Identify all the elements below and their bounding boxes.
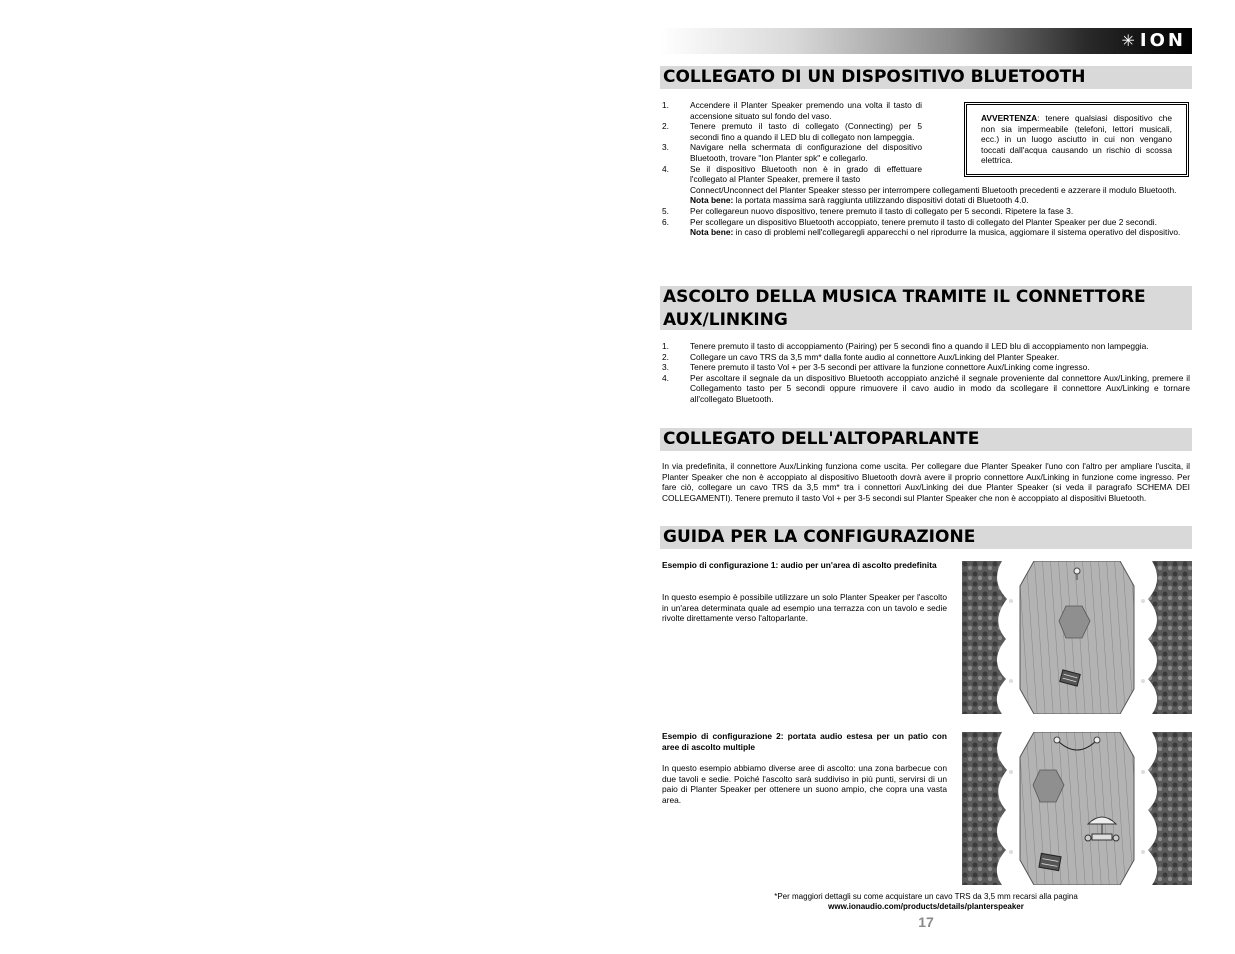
ion-star-icon: ✳ [1121,31,1138,50]
section-title-aux: ASCOLTO DELLA MUSICA TRAMITE IL CONNETTORE AUX/LINKING [660,286,1192,330]
list-item: 4. Per ascoltare il segnale da un dispositivo Bluetooth accoppiato anziché il segnale proveniente dal connettore Aux/Linking, premere il Collegamento tasto per 5 secondi oppure rimuovere il cavo audio in modo da scollegare il connettore Aux/Linking e tornare all'collegato Bluetooth. [662,372,1190,404]
warning-box: AVVERTENZA: tenere qualsiasi dispositivo che non sia impermeabile (telefoni, lettori musicali, ecc.) in un luogo asciutto in cui non vengano toccati dall'acqua causando un rischio di scossa elettrica. [964,102,1189,177]
list-item: 3. Navigare nella schermata di configurazione del dispositivo Bluetooth, trovare "Ion Planter spk" e collegarlo. [662,142,922,163]
note-line: Nota bene: in caso di problemi nell'collegaregli apparecchi o nel riprodurre la musica, aggiomare il sistema operativo del dispositivo. [690,227,1181,238]
patio-diagram-2 [962,732,1192,885]
ion-logo: ✳ ION [1121,30,1186,51]
hedge-right [1148,561,1192,714]
list-item-continuation: Connect/Unconnect del Planter Speaker stesso per interrompere collegamenti Bluetooth precedenti e azzerare il modulo Bluetooth. [690,184,1177,195]
list-item: 3. Tenere premuto il tasto Vol + per 3-5 secondi per attivare la funzione connettore Aux/Linking come ingresso. [662,362,1090,373]
example-1-text: In questo esempio è possibile utilizzare un solo Planter Speaker per l'ascolto in un'area determinata quale ad esempio una terrazza con un tavolo e sedie rivolte direttamente verso l'altoparlante. [662,592,947,624]
list-item: 1. Tenere premuto il tasto di accoppiamento (Pairing) per 5 secondi fino a quando il LED blu di accoppiamento non lampeggia. [662,341,1149,351]
section-title-config: GUIDA PER LA CONFIGURAZIONE [660,526,1192,549]
patio-diagram-1 [962,561,1192,714]
example-2-diagram [962,732,1192,885]
list-item: 2. Collegare un cavo TRS da 3,5 mm* dalla fonte audio al connettore Aux/Linking del Planter Speaker. [662,351,1060,362]
example-2-text: In questo esempio abbiamo diverse aree di ascolto: una zona barbecue con due tavoli e sedie. Poiché l'ascolto sarà suddiviso in più punti, servirsi di un paio di Planter Speaker per ottenere un suono ampio, che copra una vasta area. [662,763,947,805]
speaker-paragraph: In via predefinita, il connettore Aux/Linking funziona come uscita. Per collegare due Planter Speaker l'uno con l'altro per ampliare l'uscita, il Planter Speaker che non è accoppiato al dispositivo Bluetooth dovrà avere il proprio connettore Aux/Linking in funzione come ingresso. Per fare ciò, collegare un cavo TRS da 3,5 mm* tra i connettori Aux/Linking dei due Planter Speaker (si veda il paragrafo SCHEMA DEI COLLEGAMENTI). Tenere premuto il tasto Vol + per 3-5 secondi sul Planter Speaker che non è accoppiato al dispositivi Bluetooth. [662,461,1190,503]
footer-note: *Per maggiori dettagli su come acquistare un cavo TRS da 3,5 mm recarsi alla pagina www.ionaudio.com/products/details/planterspeaker [660,892,1192,912]
list-item: 2. Tenere premuto il tasto di collegato (Connecting) per 5 secondi fino a quando il LED blu di collegato non lampeggia. [662,121,922,142]
example-1-title: Esempio di configurazione 1: audio per un'area di ascolto predefinita [662,560,937,570]
example-1-diagram [962,561,1192,714]
hedge-left [962,732,1007,885]
page-number: 17 [918,914,934,930]
list-item: 5. Per collegareun nuovo dispositivo, tenere premuto il tasto di collegato per 5 secondi. Ripetere la fase 3. [662,205,1074,216]
list-item: 6. Per scollegare un dispositivo Bluetooth accoppiato, tenere premuto il tasto di collegato del Planter Speaker per due 2 secondi. [662,216,1157,227]
example-2-title: Esempio di configurazione 2: portata audio estesa per un patio con aree di ascolto multiple [662,731,947,752]
list-item: 4. Se il dispositivo Bluetooth non è in grado di effettuare l'collegato al Planter Speaker, premere il tasto [662,163,922,185]
list-item: 1. Accendere il Planter Speaker premendo una volta il tasto di accensione situato sul fondo del vaso. [662,100,922,121]
hedge-right [1148,732,1192,885]
brand-header-bar [660,28,1192,54]
deck [1020,732,1134,885]
section-title-speaker: COLLEGATO DELL'ALTOPARLANTE [660,428,1192,451]
product-link[interactable]: www.ionaudio.com/products/details/planterspeaker [828,902,1024,911]
section-title-bluetooth: COLLEGATO DI UN DISPOSITIVO BLUETOOTH [660,66,1192,89]
note-line: Nota bene: la portata massima sarà raggiunta utilizzando dispositivi dotati di Bluetooth 4.0. [690,195,1029,206]
aux-steps-list [662,341,1190,405]
hedge-left [962,561,1007,714]
grill-symbol [1039,853,1061,870]
